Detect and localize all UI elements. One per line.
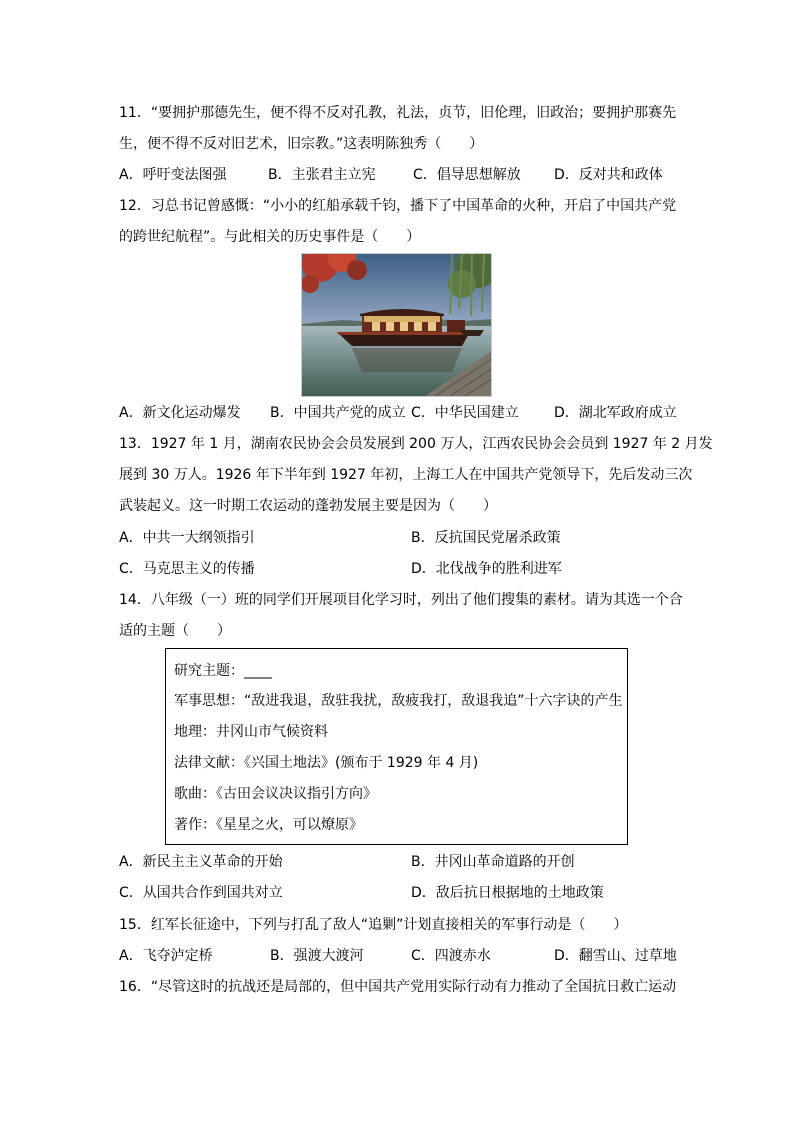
q12-option-d[interactable]: D．湖北军政府成立 — [554, 405, 677, 421]
q14-option-a[interactable]: A．新民主主义革命的开始 — [119, 854, 283, 870]
q14-stem-line1: 14．八年级（一）班的同学们开展项目化学习时，列出了他们搜集的素材。请为其选一个合 — [119, 592, 683, 608]
red-boat-photo — [301, 253, 492, 397]
q14-stem-line2: 适的主题（ ） — [119, 623, 231, 639]
q11-option-d[interactable]: D．反对共和政体 — [554, 167, 663, 183]
q15-stem-line1: 15．红军长征途中，下列与打乱了敌人“追剿”计划直接相关的军事行动是（ ） — [119, 917, 628, 933]
material-song: 歌曲：《古田会议决议指引方向》 — [174, 786, 377, 802]
q12-stem-line1: 12．习总书记曾感慨：“小小的红船承载千钧，播下了中国革命的火种，开启了中国共产党 — [119, 198, 677, 214]
q13-option-d[interactable]: D．北伐战争的胜利进军 — [411, 561, 562, 577]
q11-option-a[interactable]: A．呼吁变法图强 — [119, 167, 227, 183]
q14-option-b[interactable]: B．井冈山革命道路的开创 — [411, 854, 575, 870]
material-legal-document: 法律文献：《兴国土地法》(颁布于 1929 年 4 月) — [174, 755, 479, 771]
q16-stem-line1: 16．“尽管这时的抗战还是局部的，但中国共产党用实际行动有力推动了全国抗日救亡运动 — [119, 979, 677, 995]
q14-option-d[interactable]: D．敌后抗日根据地的土地政策 — [411, 885, 604, 901]
q15-option-d[interactable]: D．翻雪山、过草地 — [554, 948, 677, 964]
q13-stem-line3: 武装起义。这一时期工农运动的蓬勃发展主要是因为（ ） — [119, 498, 497, 514]
q13-option-c[interactable]: C．马克思主义的传播 — [119, 561, 255, 577]
q15-option-a[interactable]: A．飞夺泸定桥 — [119, 948, 213, 964]
q12-option-b[interactable]: B．中国共产党的成立 — [270, 405, 406, 421]
q15-option-b[interactable]: B．强渡大渡河 — [270, 948, 364, 964]
q12-stem-line2: 的跨世纪航程”。与此相关的历史事件是（ ） — [119, 229, 421, 245]
q13-stem-line2: 展到 30 万人。1926 年下半年到 1927 年初，上海工人在中国共产党领导下，先后发动三次 — [119, 467, 693, 483]
q13-stem-line1: 13．1927 年 1 月，湖南农民协会会员发展到 200 万人，江西农民协会会员到 1927 年 2 月发 — [119, 436, 713, 452]
q11-stem-line2: 生，便不得不反对旧艺术，旧宗教。”这表明陈独秀（ ） — [119, 136, 484, 152]
q13-option-a[interactable]: A．中共一大纲领指引 — [119, 530, 255, 546]
material-geography: 地理：井冈山市气候资料 — [174, 724, 328, 740]
q11-option-c[interactable]: C．倡导思想解放 — [413, 167, 521, 183]
q15-option-c[interactable]: C．四渡赤水 — [411, 948, 491, 964]
q11-option-b[interactable]: B．主张君主立宪 — [268, 167, 376, 183]
q12-option-a[interactable]: A．新文化运动爆发 — [119, 405, 241, 421]
material-military-thought: 军事思想：“敌进我退，敌驻我扰，敌疲我打，敌退我追”十六字诀的产生 — [174, 693, 623, 709]
material-writing: 著作：《星星之火，可以燎原》 — [174, 817, 363, 833]
q13-option-b[interactable]: B．反抗国民党屠杀政策 — [411, 530, 561, 546]
q14-materials-box — [165, 648, 628, 845]
q12-option-c[interactable]: C．中华民国建立 — [411, 405, 519, 421]
material-research-topic: 研究主题：____ — [174, 663, 272, 679]
q14-option-c[interactable]: C．从国共合作到国共对立 — [119, 885, 283, 901]
q11-stem-line1: 11．“要拥护那德先生，便不得不反对孔教，礼法，贞节，旧伦理，旧政治；要拥护那赛先 — [119, 105, 677, 121]
